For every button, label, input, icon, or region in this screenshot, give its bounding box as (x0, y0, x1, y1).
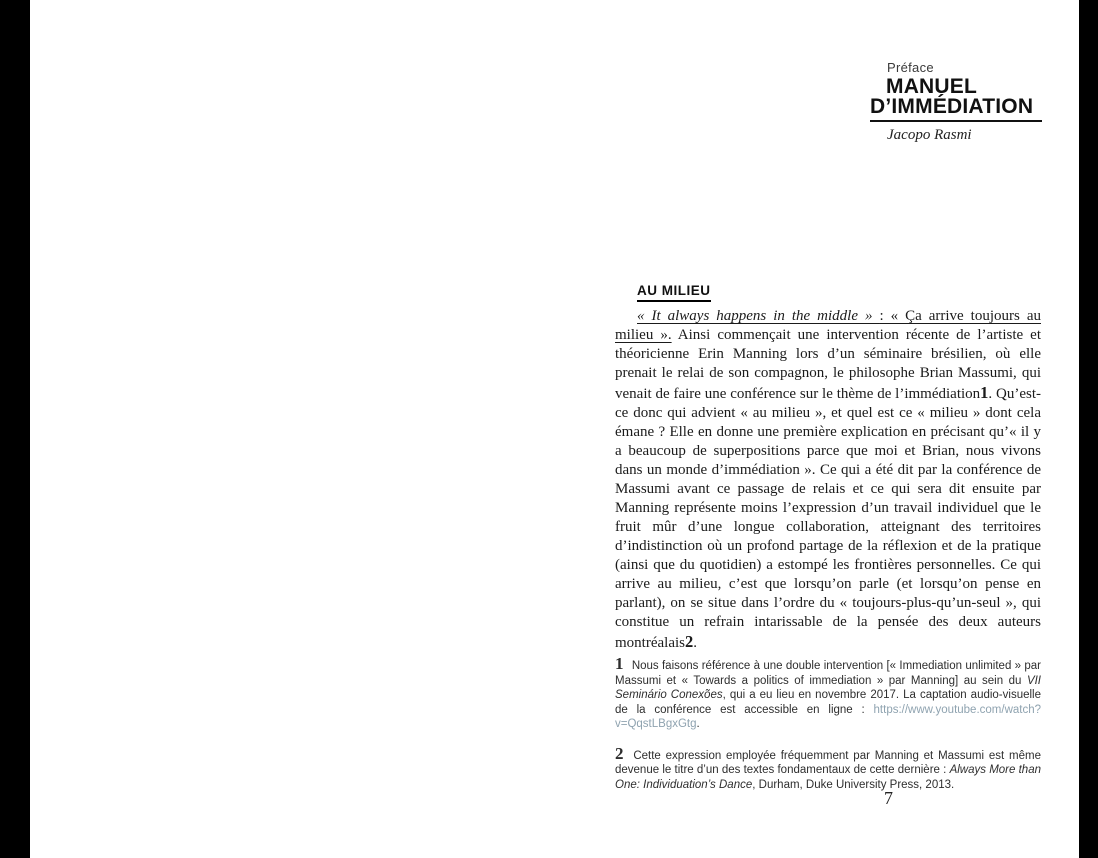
preface-label: Préface (887, 60, 934, 75)
footnote-url-link[interactable]: https://www.youtube.com/watch?v=QqstLBgxGtg (615, 703, 1041, 730)
author-name: Jacopo Rasmi (887, 127, 972, 143)
footnote-2: 2 Cette expression employée fréquemment par Manning et Massumi est même devenue le titre d’un des textes fondamentaux de cette dernière : Always More than One: Individuation’s Dance, Durham, Duke University Press, 2013. (615, 743, 1041, 791)
scan-edge-right (1079, 0, 1098, 858)
scan-edge-left (0, 0, 30, 858)
footnote-1: 1 Nous faisons référence à une double intervention [« Immediation unlimited » par Massumi et « Towards a politics of immediation » par Manning] au sein du VII Seminário Conexões, qui a eu lieu en novembre 2017. La captation audio-visuelle de la conférence est accessible en ligne : https://www.youtube.com/watch?v=QqstLBgxGtg. (615, 654, 1041, 730)
book-title-line1: MANUEL (886, 75, 978, 98)
page-number: 7 (884, 788, 893, 808)
title-rule (870, 120, 1042, 122)
body-paragraph: « It always happens in the middle » : « Ça arrive toujours au milieu ». Ainsi commençait une intervention récente de l’artiste et théoricienne Erin Manning lors d’un séminaire brésilien, où elle prenait le relai de son compagnon, le philosophe Brian Massumi, qui venait de faire une conférence sur le thème de l’immédiation1. Qu’est-ce donc qui advient « au milieu », et quel est ce « milieu » dont cela émane ? Elle en donne une première explication en précisant qu’« il y a beaucoup de superpositions parce que moi et Brian, nous vivons dans un monde d’immédiation ». Ce qui a été dit par la conférence de Massumi avant ce passage de relais et ce qui sera dit ensuite par Manning représente moins l’expression d’un travail individuel que le fruit mûr d’une longue collaboration, atteignant des territoires d’indistinction où un profond partage de la réflexion et de la pratique (ainsi que du quotidien) a estompé les frontières personnelles. Ce qui arrive au milieu, c’est que lorsqu’on parle (et lorsqu’on pense en parlant), on se situe dans l’ordre du « toujours-plus-qu’un-seul », qui constitue un refrain intarissable de la pensée des deux auteurs montréalais2. (615, 308, 1041, 651)
body-column (615, 282, 1041, 653)
title-block (870, 60, 1042, 144)
section-heading: AU MILIEU (637, 283, 711, 302)
book-title-line2: D’IMMÉDIATION (870, 95, 1034, 118)
footnotes (615, 655, 1041, 805)
